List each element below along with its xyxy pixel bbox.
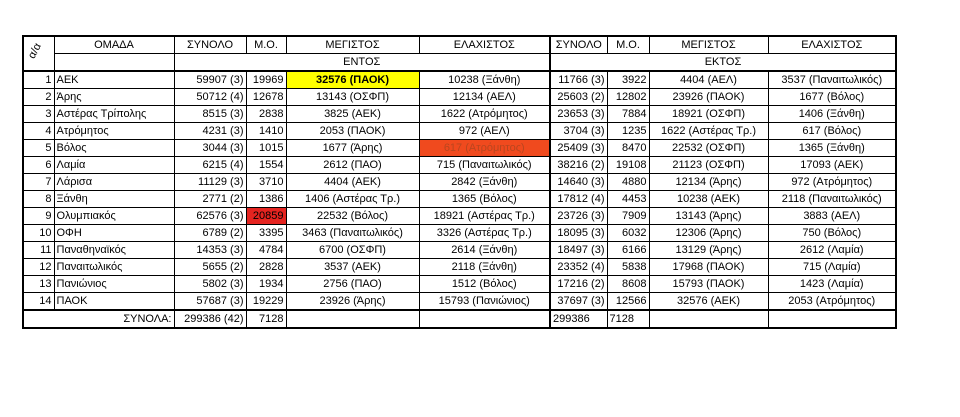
away-min-cell: 1365 (Ξάνθη) — [768, 140, 896, 157]
team-name-cell: Ξάνθη — [54, 191, 174, 208]
home-max-cell: 2756 (ΠΑΟ) — [286, 276, 419, 293]
team-name-cell: ΠΑΟΚ — [54, 293, 174, 311]
away-average-cell: 12802 — [607, 89, 649, 106]
home-total-cell: 6789 (2) — [174, 225, 246, 242]
home-min-cell: 12134 (ΑΕΛ) — [419, 89, 550, 106]
away-average-cell: 8608 — [607, 276, 649, 293]
home-min-cell: 15793 (Πανιώνιος) — [419, 293, 550, 311]
totals-away-total: 299386 — [550, 310, 607, 328]
row-number-cell: 6 — [23, 157, 54, 174]
team-name-cell: Ολυμπιακός — [54, 208, 174, 225]
team-name-cell: Βόλος — [54, 140, 174, 157]
row-number-cell: 8 — [23, 191, 54, 208]
home-average-cell: 2838 — [246, 106, 286, 123]
team-name-cell: ΑΕΚ — [54, 71, 174, 89]
row-number-cell: 7 — [23, 174, 54, 191]
team-name-cell: Παναθηναϊκός — [54, 242, 174, 259]
away-total-cell: 25409 (3) — [550, 140, 607, 157]
home-average-cell: 1386 — [246, 191, 286, 208]
home-average-cell: 19969 — [246, 71, 286, 89]
home-max-cell: 22532 (Βόλος) — [286, 208, 419, 225]
away-min-cell: 2118 (Παναιτωλικός) — [768, 191, 896, 208]
home-total-cell: 8515 (3) — [174, 106, 246, 123]
away-min-cell: 2612 (Λαμία) — [768, 242, 896, 259]
away-total-cell: 37697 (3) — [550, 293, 607, 311]
team-header: ΟΜΑΔΑ — [54, 36, 174, 54]
away-total-cell: 23352 (4) — [550, 259, 607, 276]
home-total-cell: 6215 (4) — [174, 157, 246, 174]
home-min-cell: 1365 (Βόλος) — [419, 191, 550, 208]
away-total-cell: 18497 (3) — [550, 242, 607, 259]
row-number-cell: 10 — [23, 225, 54, 242]
home-max-cell: 2612 (ΠΑΟ) — [286, 157, 419, 174]
table-row — [23, 123, 896, 140]
away-min-cell: 750 (Βόλος) — [768, 225, 896, 242]
home-total-cell: 50712 (4) — [174, 89, 246, 106]
home-average-cell: 1015 — [246, 140, 286, 157]
table-row — [23, 174, 896, 191]
away-total-cell: 17812 (4) — [550, 191, 607, 208]
away-min-cell: 1423 (Λαμία) — [768, 276, 896, 293]
home-average-cell: 1554 — [246, 157, 286, 174]
away-max-cell: 15793 (ΠΑΟΚ) — [649, 276, 768, 293]
table-row — [23, 259, 896, 276]
home-total-cell: 4231 (3) — [174, 123, 246, 140]
away-max-cell: 12134 (Άρης) — [649, 174, 768, 191]
home-max-cell: 3537 (ΑΕΚ) — [286, 259, 419, 276]
home-group-header: ΕΝΤΟΣ — [174, 54, 550, 72]
away-min-cell: 715 (Λαμία) — [768, 259, 896, 276]
row-number-cell: 14 — [23, 293, 54, 311]
table-row — [23, 191, 896, 208]
row-number-cell: 13 — [23, 276, 54, 293]
home-max-cell: 6700 (ΟΣΦΠ) — [286, 242, 419, 259]
away-min-cell: 3883 (ΑΕΛ) — [768, 208, 896, 225]
home-min-cell: 1512 (Βόλος) — [419, 276, 550, 293]
home-min-cell: 2614 (Ξάνθη) — [419, 242, 550, 259]
table-row — [23, 276, 896, 293]
away-max-cell: 13129 (Άρης) — [649, 242, 768, 259]
home-min-cell: 617 (Ατρόμητος) — [419, 140, 550, 157]
away-max-cell: 23926 (ΠΑΟΚ) — [649, 89, 768, 106]
away-total-cell: 23726 (3) — [550, 208, 607, 225]
home-min-cell: 715 (Παναιτωλικός) — [419, 157, 550, 174]
row-number-cell: 3 — [23, 106, 54, 123]
home-average-cell: 4784 — [246, 242, 286, 259]
away-average-cell: 4453 — [607, 191, 649, 208]
away-min-cell: 972 (Ατρόμητος) — [768, 174, 896, 191]
home-total-cell: 59907 (3) — [174, 71, 246, 89]
row-number-cell: 11 — [23, 242, 54, 259]
home-average-cell: 1410 — [246, 123, 286, 140]
home-average-cell: 3395 — [246, 225, 286, 242]
home-total-cell: 57687 (3) — [174, 293, 246, 311]
home-average-cell: 3710 — [246, 174, 286, 191]
table-row — [23, 157, 896, 174]
away-total-header: ΣΥΝΟΛΟ — [550, 36, 607, 54]
row-number-header: α/α — [23, 36, 54, 71]
home-average-cell: 2828 — [246, 259, 286, 276]
home-total-cell: 3044 (3) — [174, 140, 246, 157]
team-name-cell: Πανιώνιος — [54, 276, 174, 293]
away-min-cell: 1677 (Βόλος) — [768, 89, 896, 106]
away-average-cell: 6166 — [607, 242, 649, 259]
team-name-cell: Λαμία — [54, 157, 174, 174]
away-average-cell: 6032 — [607, 225, 649, 242]
away-max-cell: 17968 (ΠΑΟΚ) — [649, 259, 768, 276]
header-row — [23, 36, 896, 54]
away-average-header: Μ.Ο. — [607, 36, 649, 54]
attendance-table — [22, 35, 897, 329]
away-total-cell: 14640 (3) — [550, 174, 607, 191]
away-total-cell: 23653 (3) — [550, 106, 607, 123]
home-total-cell: 62576 (3) — [174, 208, 246, 225]
away-average-cell: 3922 — [607, 71, 649, 89]
away-min-cell: 1406 (Ξάνθη) — [768, 106, 896, 123]
table-row — [23, 106, 896, 123]
away-max-cell: 12306 (Άρης) — [649, 225, 768, 242]
row-number-cell: 2 — [23, 89, 54, 106]
away-total-cell: 38216 (2) — [550, 157, 607, 174]
away-total-cell: 11766 (3) — [550, 71, 607, 89]
table-row — [23, 208, 896, 225]
home-min-cell: 972 (ΑΕΛ) — [419, 123, 550, 140]
team-name-cell: ΟΦΗ — [54, 225, 174, 242]
home-max-cell: 3825 (ΑΕΚ) — [286, 106, 419, 123]
home-min-header: ΕΛΑΧΙΣΤΟΣ — [419, 36, 550, 54]
table-row — [23, 71, 896, 89]
home-max-header: ΜΕΓΙΣΤΟΣ — [286, 36, 419, 54]
row-number-cell: 12 — [23, 259, 54, 276]
home-min-cell: 18921 (Αστέρας Τρ.) — [419, 208, 550, 225]
home-average-header: Μ.Ο. — [246, 36, 286, 54]
row-number-cell: 5 — [23, 140, 54, 157]
table-row — [23, 293, 896, 311]
away-average-cell: 8470 — [607, 140, 649, 157]
home-total-cell: 5802 (3) — [174, 276, 246, 293]
home-min-cell: 2842 (Ξάνθη) — [419, 174, 550, 191]
away-max-cell: 13143 (Άρης) — [649, 208, 768, 225]
home-max-cell: 4404 (ΑΕΚ) — [286, 174, 419, 191]
away-min-cell: 2053 (Ατρόμητος) — [768, 293, 896, 311]
row-number-cell: 9 — [23, 208, 54, 225]
home-total-cell: 5655 (2) — [174, 259, 246, 276]
totals-away-min-blank — [768, 310, 896, 328]
home-total-cell: 2771 (2) — [174, 191, 246, 208]
away-total-cell: 3704 (3) — [550, 123, 607, 140]
home-average-cell: 20859 — [246, 208, 286, 225]
totals-home-average: 7128 — [246, 310, 286, 328]
home-average-cell: 12678 — [246, 89, 286, 106]
team-name-cell: Ατρόμητος — [54, 123, 174, 140]
totals-away-average: 7128 — [607, 310, 649, 328]
away-average-cell: 7909 — [607, 208, 649, 225]
away-group-header: ΕΚΤΟΣ — [550, 54, 896, 72]
away-average-cell: 5838 — [607, 259, 649, 276]
team-name-cell: Λάρισα — [54, 174, 174, 191]
row-number-cell: 4 — [23, 123, 54, 140]
totals-row — [23, 310, 896, 328]
row-number-cell: 1 — [23, 71, 54, 89]
home-max-cell: 13143 (ΟΣΦΠ) — [286, 89, 419, 106]
team-name-cell: Αστέρας Τρίπολης — [54, 106, 174, 123]
away-min-cell: 617 (Βόλος) — [768, 123, 896, 140]
totals-home-max-blank — [286, 310, 419, 328]
totals-home-total: 299386 (42) — [174, 310, 246, 328]
table-row — [23, 242, 896, 259]
away-max-cell: 4404 (ΑΕΛ) — [649, 71, 768, 89]
home-max-cell: 1406 (Αστέρας Τρ.) — [286, 191, 419, 208]
away-average-cell: 19108 — [607, 157, 649, 174]
away-total-cell: 18095 (3) — [550, 225, 607, 242]
home-min-cell: 3326 (Αστέρας Τρ.) — [419, 225, 550, 242]
home-max-cell: 32576 (ΠΑΟΚ) — [286, 71, 419, 89]
home-max-cell: 2053 (ΠΑΟΚ) — [286, 123, 419, 140]
home-average-cell: 19229 — [246, 293, 286, 311]
home-total-cell: 14353 (3) — [174, 242, 246, 259]
group-header-row — [23, 54, 896, 72]
totals-home-min-blank — [419, 310, 550, 328]
team-header-blank — [54, 54, 174, 72]
home-min-cell: 1622 (Ατρόμητος) — [419, 106, 550, 123]
away-max-header: ΜΕΓΙΣΤΟΣ — [649, 36, 768, 54]
away-max-cell: 32576 (ΑΕΚ) — [649, 293, 768, 311]
table-row — [23, 225, 896, 242]
home-min-cell: 2118 (Ξάνθη) — [419, 259, 550, 276]
away-average-cell: 1235 — [607, 123, 649, 140]
home-total-cell: 11129 (3) — [174, 174, 246, 191]
table-row — [23, 89, 896, 106]
away-total-cell: 17216 (2) — [550, 276, 607, 293]
away-max-cell: 1622 (Αστέρας Τρ.) — [649, 123, 768, 140]
away-average-cell: 4880 — [607, 174, 649, 191]
away-min-cell: 3537 (Παναιτωλικός) — [768, 71, 896, 89]
team-name-cell: Παναιτωλικός — [54, 259, 174, 276]
home-max-cell: 3463 (Παναιτωλικός) — [286, 225, 419, 242]
table-row — [23, 140, 896, 157]
away-max-cell: 22532 (ΟΣΦΠ) — [649, 140, 768, 157]
away-min-header: ΕΛΑΧΙΣΤΟΣ — [768, 36, 896, 54]
home-max-cell: 1677 (Άρης) — [286, 140, 419, 157]
away-max-cell: 18921 (ΟΣΦΠ) — [649, 106, 768, 123]
away-max-cell: 21123 (ΟΣΦΠ) — [649, 157, 768, 174]
home-total-header: ΣΥΝΟΛΟ — [174, 36, 246, 54]
home-max-cell: 23926 (Άρης) — [286, 293, 419, 311]
away-total-cell: 25603 (2) — [550, 89, 607, 106]
away-max-cell: 10238 (ΑΕΚ) — [649, 191, 768, 208]
totals-label: ΣΥΝΟΛΑ: — [23, 310, 174, 328]
totals-away-max-blank — [649, 310, 768, 328]
home-min-cell: 10238 (Ξάνθη) — [419, 71, 550, 89]
away-average-cell: 7884 — [607, 106, 649, 123]
team-name-cell: Άρης — [54, 89, 174, 106]
away-min-cell: 17093 (ΑΕΚ) — [768, 157, 896, 174]
away-average-cell: 12566 — [607, 293, 649, 311]
home-average-cell: 1934 — [246, 276, 286, 293]
